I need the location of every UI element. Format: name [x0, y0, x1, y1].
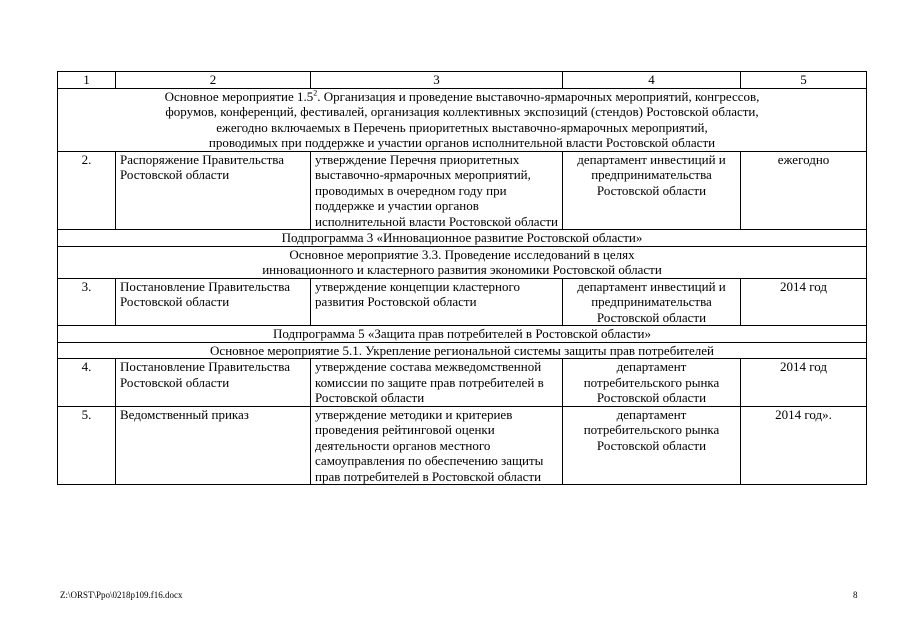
section-row — [58, 246, 867, 278]
content-cell: утверждение методики и критериев проведения рейтинговой оценки деятельности органов местного самоуправления по обеспечению защиты прав потребителей в Ростовской области — [311, 406, 563, 485]
subprogram-5-title: Подпрограмма 5 «Защита прав потребителей в Ростовской области» — [58, 326, 867, 343]
header-cell: 1 — [58, 72, 116, 89]
row-number: 3. — [58, 278, 116, 326]
section-3-3-title — [58, 246, 867, 278]
row-number: 4. — [58, 359, 116, 407]
section-1-5-title — [58, 88, 867, 151]
page-number: 8 — [853, 590, 858, 600]
section-title-line: проводимых при поддержке и участии органов исполнительной власти Ростовской области — [208, 135, 716, 150]
document-type-cell: Ведомственный приказ — [116, 406, 311, 485]
section-row — [58, 342, 867, 359]
table-row — [58, 359, 867, 407]
section-row — [58, 88, 867, 151]
section-title-rest: . Организация и проведение выставочно-ярмарочных мероприятий, конгрессов, — [317, 88, 760, 104]
content-cell: утверждение Перечня приоритетных выставочно-ярмарочных мероприятий, проводимых в очередном году при поддержке и участии органов исполнительной власти Ростовской области — [311, 151, 563, 230]
subprogram-3-title: Подпрограмма 3 «Инновационное развитие Ростовской области» — [58, 230, 867, 247]
program-table — [57, 71, 867, 485]
document-type-cell: Постановление Правительства Ростовской области — [116, 278, 311, 326]
footnote-marker: 2 — [313, 88, 318, 98]
section-title-line: форумов, конференций, фестивалей, организация коллективных экспозиций (стендов) Ростовской области, — [165, 104, 759, 119]
responsible-cell: департамент инвестиций и предпринимательства Ростовской области — [563, 278, 741, 326]
header-cell: 5 — [741, 72, 867, 89]
term-cell: ежегодно — [741, 151, 867, 230]
header-cell: 2 — [116, 72, 311, 89]
row-number: 5. — [58, 406, 116, 485]
section-title-line: ежегодно включаемых в Перечень приоритетных выставочно-ярмарочных мероприятий, — [216, 119, 708, 135]
table-row — [58, 406, 867, 485]
section-title-line: Основное мероприятие 3.3. Проведение исследований в целях — [289, 246, 635, 262]
footer-file-path: Z:\ORST\Ppo\0218p109.f16.docx — [60, 590, 183, 600]
term-cell: 2014 год — [741, 359, 867, 407]
responsible-cell: департамент потребительского рынка Ростовской области — [563, 406, 741, 485]
content-cell: утверждение концепции кластерного развития Ростовской области — [311, 278, 563, 326]
header-cell: 4 — [563, 72, 741, 89]
responsible-cell: департамент потребительского рынка Ростовской области — [563, 359, 741, 407]
document-type-cell: Распоряжение Правительства Ростовской области — [116, 151, 311, 230]
term-cell: 2014 год — [741, 278, 867, 326]
section-5-1-title: Основное мероприятие 5.1. Укрепление региональной системы защиты прав потребителей — [58, 342, 867, 359]
table-row — [58, 151, 867, 230]
table-header-row — [58, 72, 867, 89]
term-cell: 2014 год». — [741, 406, 867, 485]
section-title-line: инновационного и кластерного развития экономики Ростовской области — [262, 262, 662, 277]
subprogram-row — [58, 230, 867, 247]
row-number: 2. — [58, 151, 116, 230]
responsible-cell: департамент инвестиций и предпринимательства Ростовской области — [563, 151, 741, 230]
header-cell: 3 — [311, 72, 563, 89]
content-cell: утверждение состава межведомственной комиссии по защите прав потребителей в Ростовской области — [311, 359, 563, 407]
table-row — [58, 278, 867, 326]
section-title-prefix: Основное мероприятие 1.5 — [164, 88, 314, 104]
subprogram-row — [58, 326, 867, 343]
document-type-cell: Постановление Правительства Ростовской области — [116, 359, 311, 407]
